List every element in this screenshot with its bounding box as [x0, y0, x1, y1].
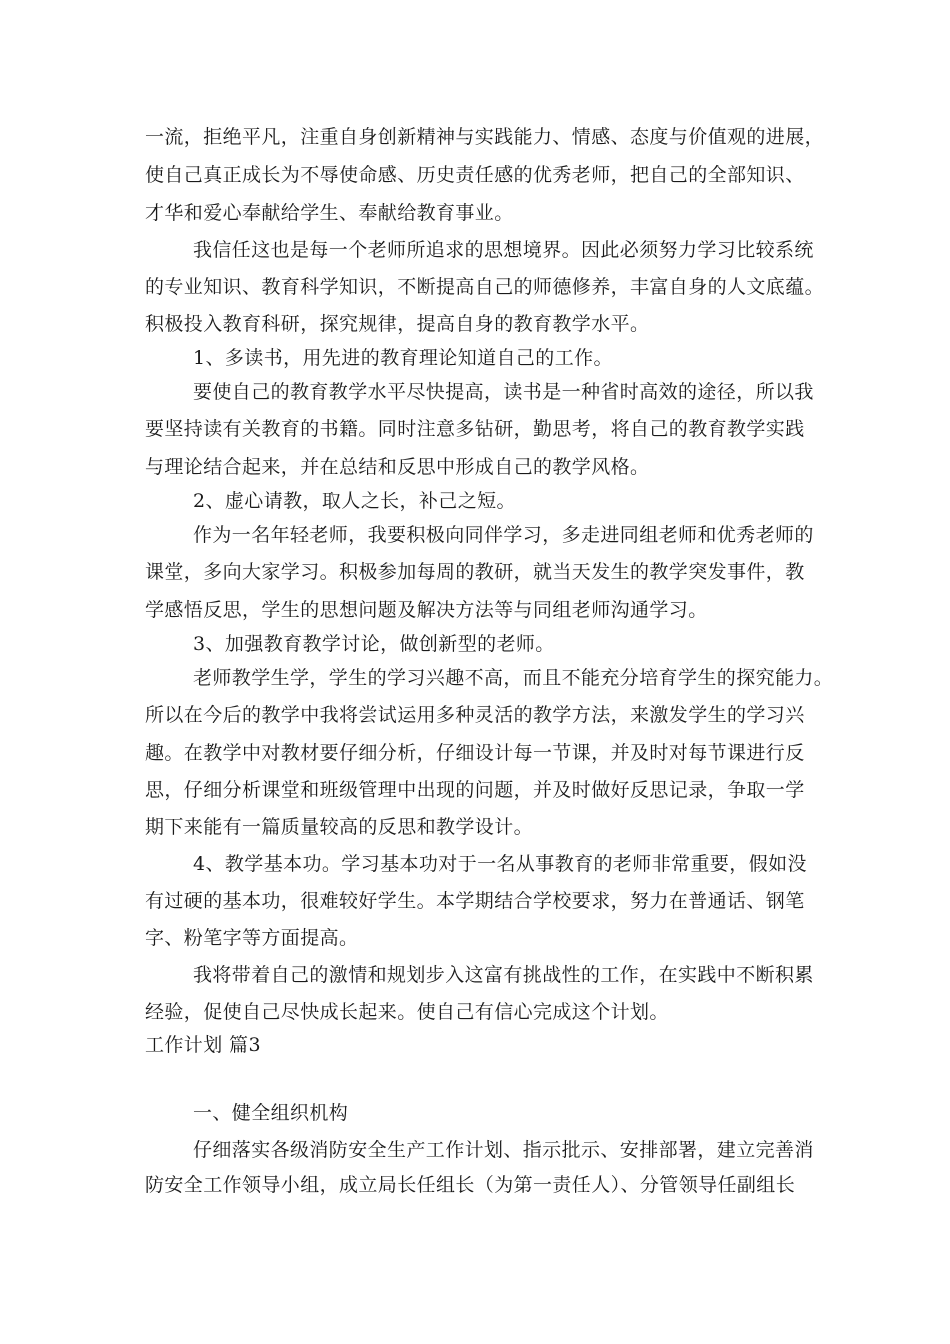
text-line-23: 字、粉笔字等方面提高。	[145, 927, 359, 949]
text-line-28: 仔细落实各级消防安全生产工作计划、指示批示、安排部署，建立完善消	[193, 1139, 814, 1161]
text-line-25: 经验，促使自己尽快成长起来。使自己有信心完成这个计划。	[145, 1001, 669, 1023]
text-line-5: 的专业知识、教育科学知识，不断提高自己的师德修养，丰富自身的人文底蕴。	[145, 276, 825, 298]
text-line-10: 与理论结合起来，并在总结和反思中形成自己的教学风格。	[145, 456, 650, 478]
list-heading-3: 3、加强教育教学讨论，做创新型的老师。	[193, 633, 555, 655]
text-line-22: 有过硬的基本功，很难较好学生。本学期结合学校要求，努力在普通话、钢笔	[145, 890, 805, 912]
text-line-14: 学感悟反思，学生的思想问题及解决方法等与同组老师沟通学习。	[145, 599, 708, 621]
text-line-13: 课堂，多向大家学习。积极参加每周的教研，就当天发生的教学突发事件，教	[145, 561, 805, 583]
list-heading-2: 2、虚心请教，取人之长，补己之短。	[193, 490, 516, 512]
text-line-3: 才华和爱心奉献给学生、奉献给教育事业。	[145, 202, 514, 224]
text-line-29: 防安全工作领导小组，成立局长任组长（为第一责任人）、分管领导任副组长	[145, 1174, 796, 1196]
section-title: 工作计划 篇3	[145, 1034, 261, 1056]
list-heading-1: 1、多读书，用先进的教育理论知道自己的工作。	[193, 347, 613, 369]
text-line-4: 我信任这也是每一个老师所追求的思想境界。因此必须努力学习比较系统	[193, 239, 814, 261]
text-line-16: 老师教学生学，学生的学习兴趣不高，而且不能充分培育学生的探究能力。	[193, 667, 834, 689]
text-line-1: 一流，拒绝平凡，注重自身创新精神与实践能力、情感、态度与价值观的进展，	[145, 126, 825, 148]
section-subheading: 一、健全组织机构	[193, 1102, 349, 1124]
text-line-6: 积极投入教育科研，探究规律，提高自身的教育教学水平。	[145, 313, 650, 335]
text-line-18: 趣。在教学中对教材要仔细分析，仔细设计每一节课，并及时对每节课进行反	[145, 742, 805, 764]
text-line-8: 要使自己的教育教学水平尽快提高，读书是一种省时高效的途径，所以我	[193, 381, 814, 403]
text-line-19: 思，仔细分析课堂和班级管理中出现的问题，并及时做好反思记录，争取一学	[145, 779, 805, 801]
list-heading-4: 4、教学基本功。学习基本功对于一名从事教育的老师非常重要，假如没	[193, 853, 807, 875]
text-line-17: 所以在今后的教学中我将尝试运用多种灵活的教学方法，来激发学生的学习兴	[145, 704, 805, 726]
text-line-20: 期下来能有一篇质量较高的反思和教学设计。	[145, 816, 534, 838]
text-line-24: 我将带着自己的激情和规划步入这富有挑战性的工作，在实践中不断积累	[193, 964, 814, 986]
text-line-12: 作为一名年轻老师，我要积极向同伴学习，多走进同组老师和优秀老师的	[193, 524, 814, 546]
text-line-2: 使自己真正成长为不辱使命感、历史责任感的优秀老师，把自己的全部知识、	[145, 164, 805, 186]
text-line-9: 要坚持读有关教育的书籍。同时注意多钻研，勤思考，将自己的教育教学实践	[145, 418, 805, 440]
